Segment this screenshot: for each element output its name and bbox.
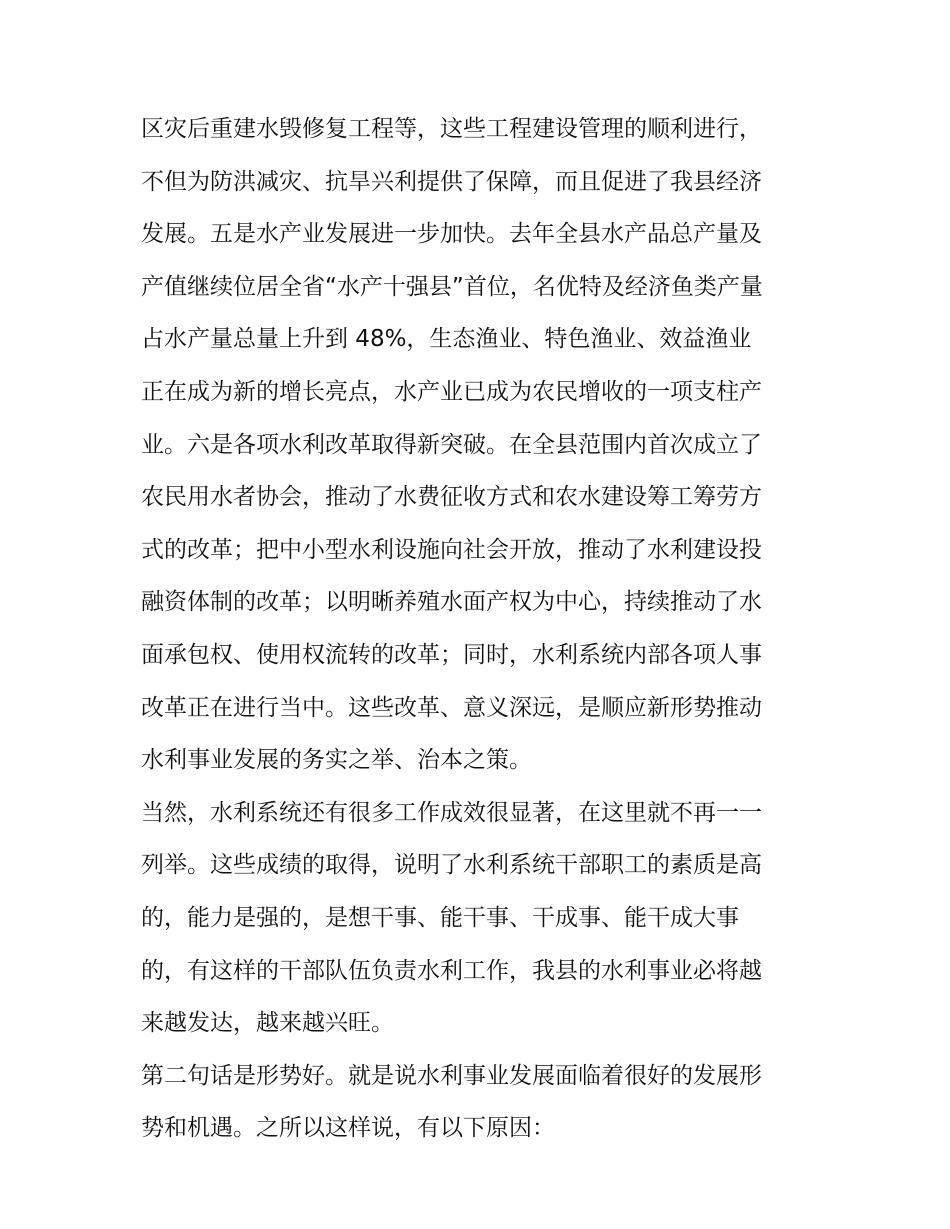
text-line: 改革正在进行当中。这些改革、意义深远，是顺应新形势推动	[141, 694, 762, 721]
text-line: 当然，水利系统还有很多工作成效很显著，在这里就不再一一	[141, 799, 762, 826]
text-line: 正在成为新的增长亮点，水产业已成为农民增收的一项支柱产	[141, 378, 762, 405]
text-line: 融资体制的改革；以明晰养殖水面产权为中心，持续推动了水	[141, 589, 762, 616]
text-line: 面承包权、使用权流转的改革；同时，水利系统内部各项人事	[141, 641, 762, 668]
body-text	[141, 103, 821, 1155]
text-line: 列举。这些成绩的取得，说明了水利系统干部职工的素质是高	[141, 852, 762, 879]
text-line: 区灾后重建水毁修复工程等，这些工程建设管理的顺利进行，	[141, 116, 762, 142]
text-line: 的，能力是强的，是想干事、能干事、干成事、能干成大事	[141, 904, 739, 931]
text-line: 式的改革；把中小型水利设施向社会开放，推动了水利建设投	[141, 536, 762, 563]
text-line: 业。六是各项水利改革取得新突破。在全县范围内首次成立了	[141, 431, 762, 458]
text-line: 产值继续位居全省“水产十强县”首位，名优特及经济鱼类产量	[141, 273, 763, 300]
text-line: 的，有这样的干部队伍负责水利工作，我县的水利事业必将越	[141, 957, 762, 984]
text-line: 水利事业发展的务实之举、治本之策。	[141, 747, 532, 774]
text-line: 来越发达，越来越兴旺。	[141, 1010, 394, 1037]
text-line: 发展。五是水产业发展进一步加快。去年全县水产品总产量及	[141, 221, 762, 248]
text-line: 不但为防洪减灾、抗旱兴利提供了保障，而且促进了我县经济	[141, 168, 762, 195]
text-line: 占水产量总量上升到 48%，生态渔业、特色渔业、效益渔业	[141, 326, 752, 353]
text-line: 势和机遇。之所以这样说，有以下原因：	[141, 1115, 555, 1142]
text-line: 农民用水者协会，推动了水费征收方式和农水建设筹工筹劳方	[141, 484, 762, 511]
text-line: 第二句话是形势好。就是说水利事业发展面临着很好的发展形	[141, 1062, 762, 1089]
